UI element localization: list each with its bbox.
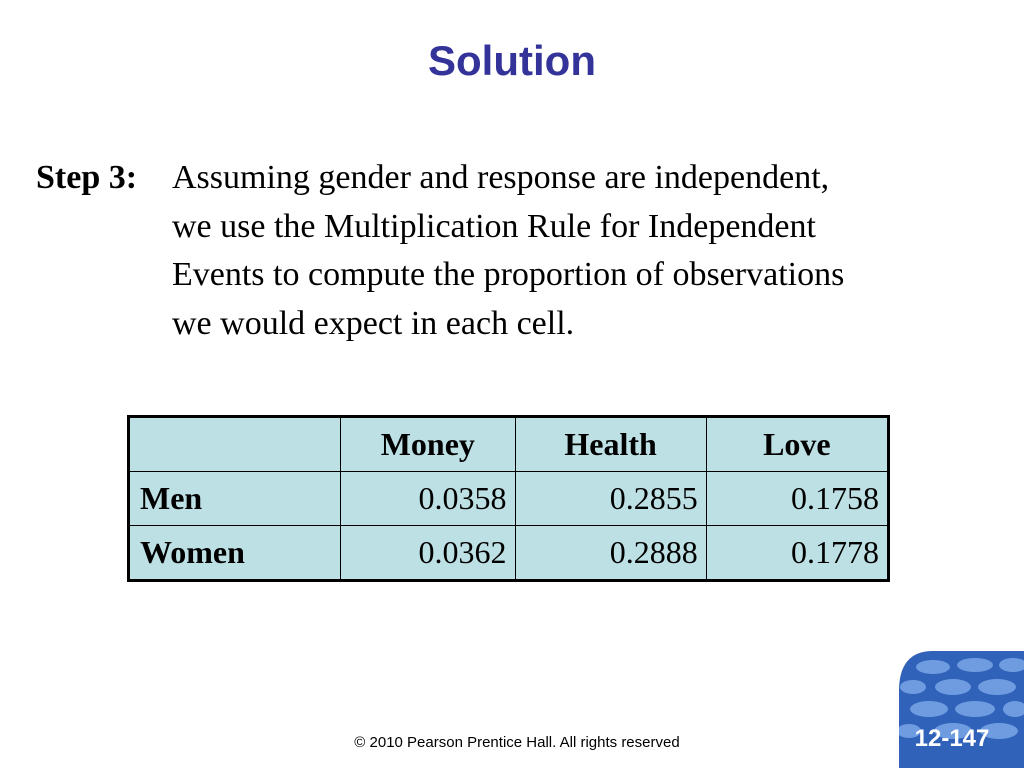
- table-cell: 0.0358: [341, 472, 515, 526]
- table-header-row: [129, 417, 889, 472]
- step-text: [172, 154, 992, 348]
- table-cell: 0.2888: [515, 526, 706, 581]
- table-cell: 0.0362: [341, 526, 515, 581]
- copyright-footer: © 2010 Pearson Prentice Hall. All rights reserved: [354, 734, 680, 751]
- table-row-label: Women: [129, 526, 341, 581]
- table-cell: 0.2855: [515, 472, 706, 526]
- table-row-label: Men: [129, 472, 341, 526]
- table-header-love: Love: [706, 417, 888, 472]
- step-line: Assuming gender and response are independent,: [172, 159, 830, 196]
- table-cell: 0.1758: [706, 472, 888, 526]
- table-header-money: Money: [341, 417, 515, 472]
- slide-number: 12-147: [914, 725, 990, 752]
- step-label: Step 3:: [36, 159, 138, 196]
- step-line: we would expect in each cell.: [172, 304, 575, 342]
- table-header-corner: [129, 417, 341, 472]
- slide-title: Solution: [428, 37, 596, 84]
- table-cell: 0.1778: [706, 526, 888, 581]
- table-row: [129, 526, 889, 581]
- step-line: Events to compute the proportion of observations: [172, 256, 845, 293]
- table-header-health: Health: [515, 417, 706, 472]
- step-line: we use the Multiplication Rule for Independent: [172, 207, 816, 245]
- expected-proportions-table: [127, 415, 890, 582]
- table-row: [129, 472, 889, 526]
